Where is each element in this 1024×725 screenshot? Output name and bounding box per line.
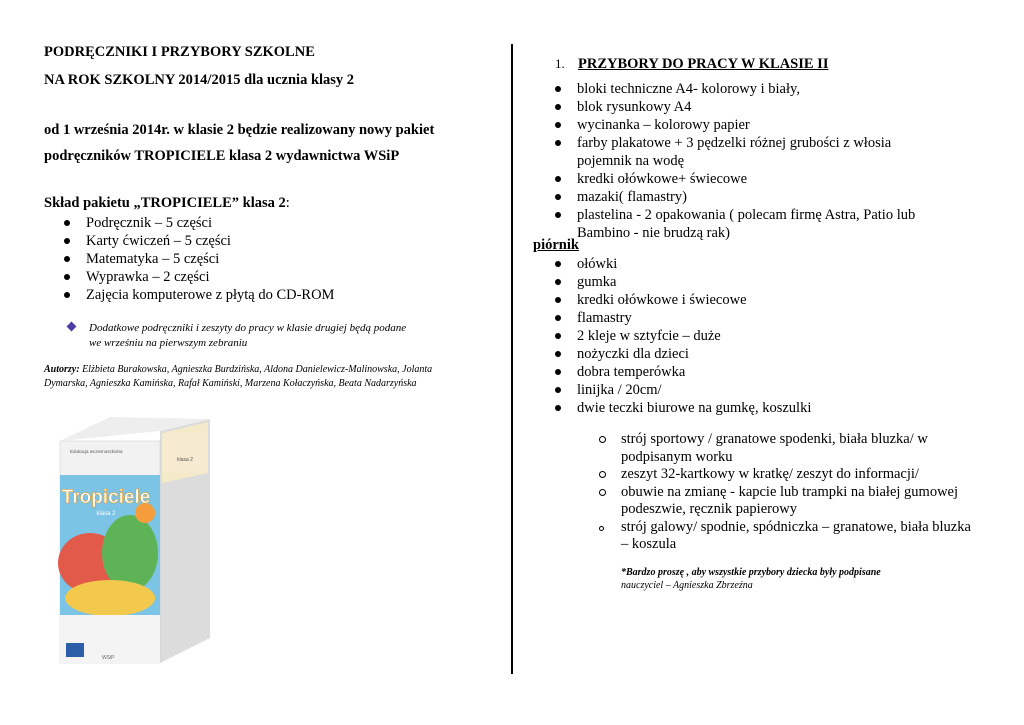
bullet-icon — [555, 194, 561, 200]
list-item: bloki techniczne A4- kolorowy i biały, — [555, 80, 915, 98]
list-item: wycinanka – kolorowy papier — [555, 116, 915, 134]
circle-bullet-icon — [599, 489, 606, 496]
list-item: Zajęcia komputerowe z płytą do CD-ROM — [64, 286, 334, 304]
bullet-icon — [555, 333, 561, 339]
list-item: strój galowy/ spodnie, spódniczka – granatowe, biała bluzka – koszula — [599, 519, 971, 554]
list-item: 2 kleje w sztyfcie – duże — [555, 327, 811, 345]
list-item: ołówki — [555, 255, 811, 273]
bullet-icon — [64, 256, 70, 262]
list-item: blok rysunkowy A4 — [555, 98, 915, 116]
list-item: Podręcznik – 5 części — [64, 214, 334, 232]
list-item: farby plakatowe + 3 pędzelki różnej grubości z włosia pojemnik na wodę — [555, 134, 915, 170]
bullet-icon — [555, 261, 561, 267]
bullet-icon — [555, 176, 561, 182]
list-item: obuwie na zmianę - kapcie lub trampki na białej gumowej podeszwie, ręcznik papierowy — [599, 484, 971, 519]
bullet-icon — [555, 315, 561, 321]
intro-line1: od 1 września 2014r. w klasie 2 będzie realizowany nowy pakiet — [44, 122, 435, 138]
list-item: kredki ołówkowe+ świecowe — [555, 170, 915, 188]
bullet-icon — [64, 292, 70, 298]
intro-line2: podręczników TROPICIELE klasa 2 wydawnictwa WSiP — [44, 148, 400, 164]
circle-bullet-icon — [599, 526, 604, 531]
box-subtitle-text: Edukacja wczesnoszkolna — [70, 449, 123, 454]
bullet-icon — [555, 212, 561, 218]
bullet-icon — [555, 122, 561, 128]
additional-note: Dodatkowe podręczniki i zeszyty do pracy w klasie drugiej będą podane we wrześniu na pierwszym zebraniu — [44, 321, 406, 351]
list-item: mazaki( flamastry) — [555, 188, 915, 206]
package-list — [64, 214, 334, 304]
bullet-icon — [555, 140, 561, 146]
box-publisher-label: WSiP — [102, 655, 115, 661]
box-brand-text: Tropiciele — [61, 487, 151, 508]
list-item: flamastry — [555, 309, 811, 327]
list-item: nożyczki dla dzieci — [555, 345, 811, 363]
bullet-icon — [555, 86, 561, 92]
list-item: zeszyt 32-kartkowy w kratkę/ zeszyt do informacji/ — [599, 466, 971, 484]
list-item: Matematyka – 5 części — [64, 250, 334, 268]
tropiciele-box-image — [50, 413, 215, 671]
list-item: kredki ołówkowe i świecowe — [555, 291, 811, 309]
bullet-icon — [555, 297, 561, 303]
list-item: Karty ćwiczeń – 5 części — [64, 232, 334, 250]
bullet-icon — [555, 104, 561, 110]
bullet-icon — [64, 220, 70, 226]
list-item: dobra temperówka — [555, 363, 811, 381]
bullet-icon — [555, 351, 561, 357]
bullet-icon — [555, 279, 561, 285]
list-item: strój sportowy / granatowe spodenki, biała bluzka/ w podpisanym worku — [599, 431, 971, 466]
column-divider — [511, 44, 513, 674]
list-item: linijka / 20cm/ — [555, 381, 811, 399]
bullet-icon — [64, 274, 70, 280]
list-item: dwie teczki biurowe na gumkę, koszulki — [555, 399, 811, 417]
supplies-section-title: 1. PRZYBORY DO PRACY W KLASIE II — [555, 56, 829, 72]
pencil-case-list — [555, 255, 811, 417]
list-item: Wyprawka – 2 części — [64, 268, 334, 286]
package-heading: Skład pakietu „TROPICIELE” klasa 2: — [44, 195, 290, 211]
circle-bullet-icon — [599, 436, 606, 443]
authors: Autorzy: Elżbieta Burakowska, Agnieszka Burdzińska, Aldona Danielewicz-Malinowska, Jolanta Dymarska, Agnieszka Kamińska, Rafał Kamiński, Marzena Kołaczyńska, Beata Nadarzyńska — [44, 364, 433, 389]
list-item: gumka — [555, 273, 811, 291]
bullet-icon — [64, 238, 70, 244]
footer-note: *Bardzo proszę , aby wszystkie przybory dziecka były podpisane nauczyciel – Agnieszka Zbrzeźna — [621, 567, 881, 591]
other-items-list — [599, 431, 971, 554]
supplies-list — [555, 80, 915, 242]
pencil-case-heading: piórnik — [533, 237, 579, 253]
page-title-line2: NA ROK SZKOLNY 2014/2015 dla ucznia klasy 2 — [44, 72, 355, 88]
bullet-icon — [555, 405, 561, 411]
circle-bullet-icon — [599, 471, 606, 478]
box-class-text: klasa 2 — [96, 511, 116, 517]
box-side-class: klasa 2 — [177, 457, 193, 463]
list-item: plastelina - 2 opakowania ( polecam firmę Astra, Patio lub Bambino - nie brudzą rak) — [555, 206, 915, 242]
page-title-line1: PODRĘCZNIKI I PRZYBORY SZKOLNE — [44, 44, 315, 60]
bullet-icon — [555, 369, 561, 375]
bullet-icon — [555, 387, 561, 393]
teacher-signature: nauczyciel – Agnieszka Zbrzeźna — [621, 580, 753, 591]
